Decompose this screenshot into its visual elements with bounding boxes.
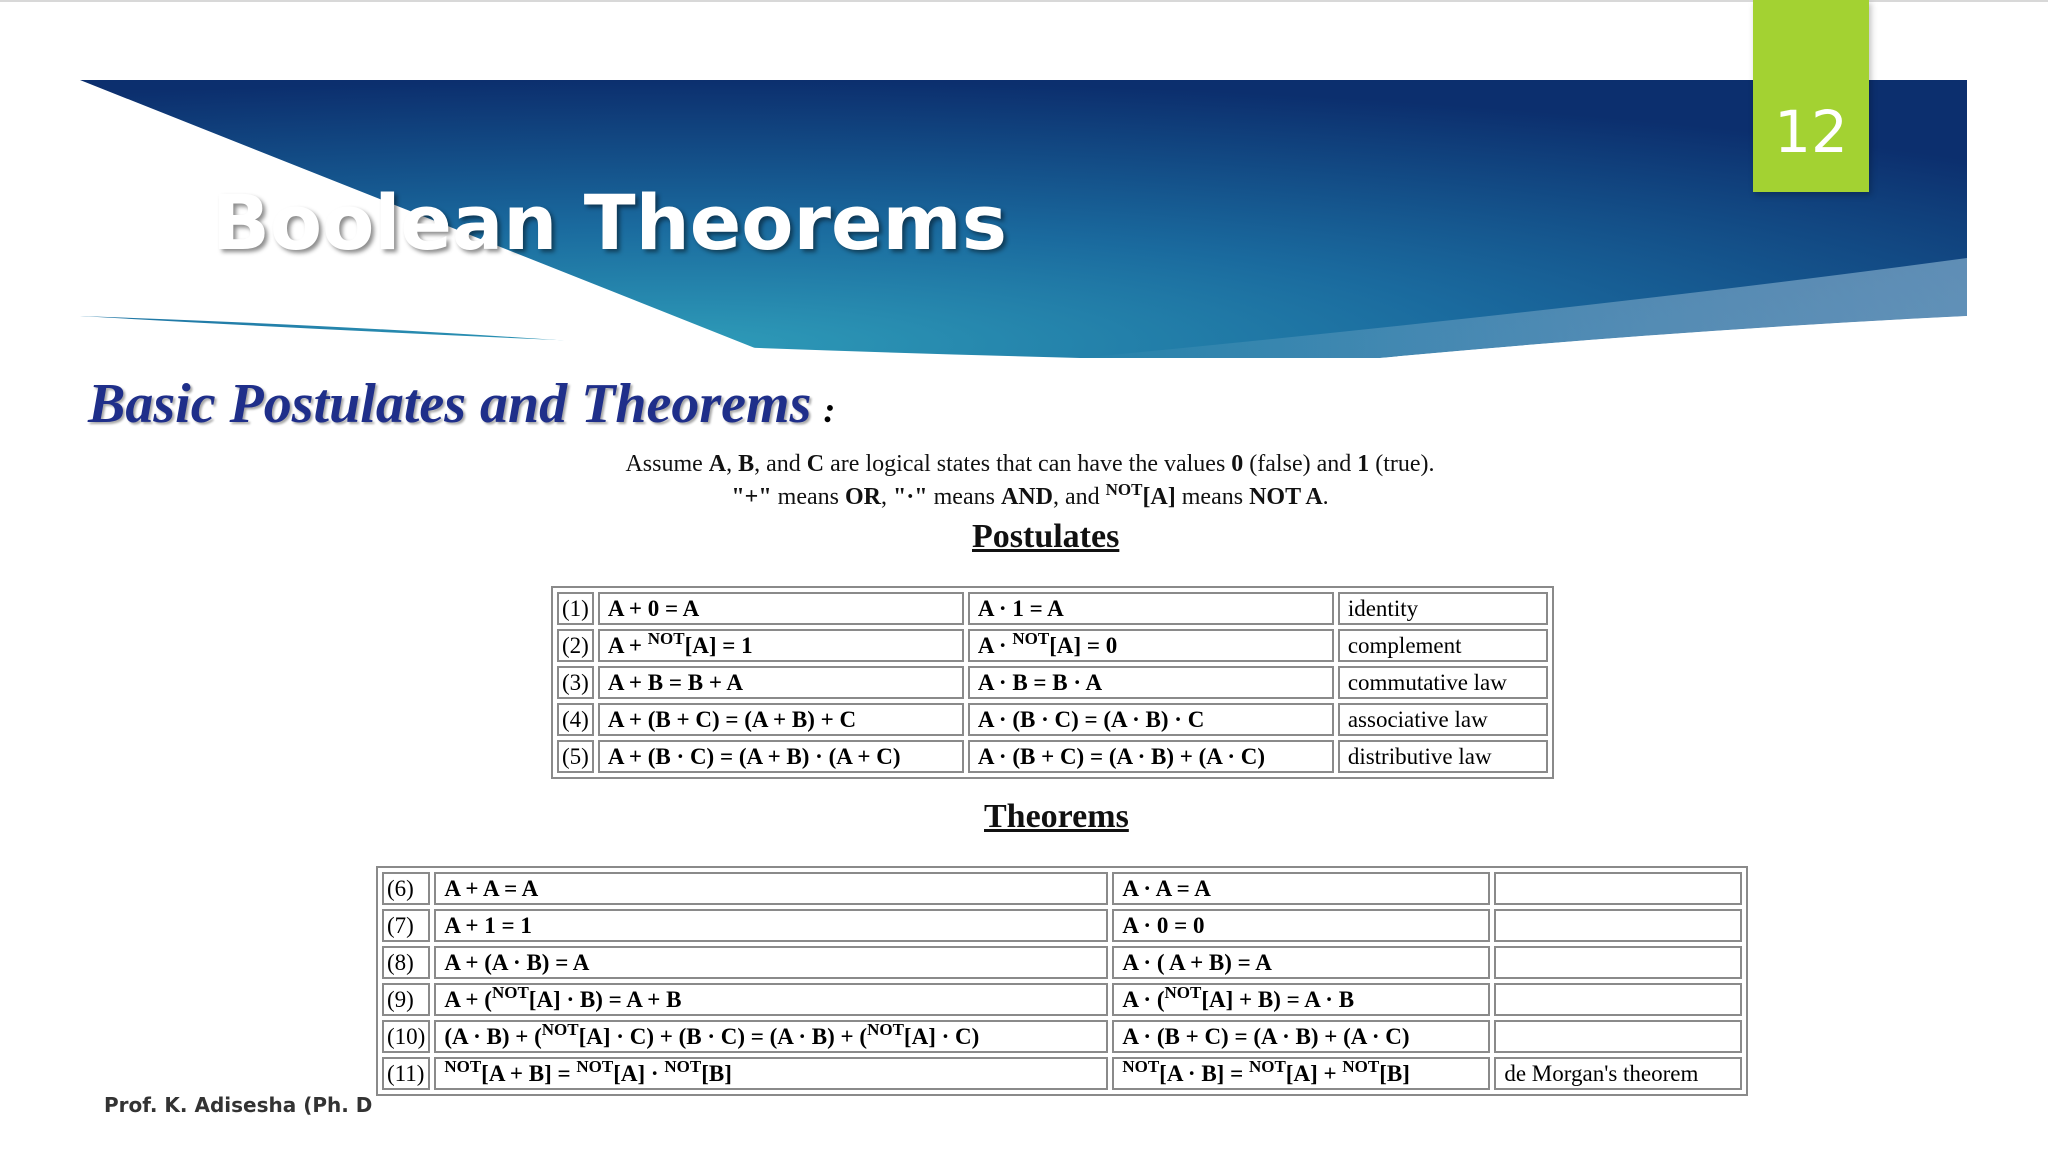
row-number-cell: (11) [382,1057,430,1090]
row-number-cell: (9) [382,983,430,1016]
theorems-heading: Theorems [984,798,1129,835]
postulates-heading: Postulates [972,518,1120,555]
postulates-body [557,592,1548,773]
row-number-cell: (5) [557,740,594,773]
row-number-cell: (1) [557,592,594,625]
or-form-cell: $^{NOT}$[A + B] = $^{NOT}$[A] · $^{NOT}$[B] [434,1057,1108,1090]
page-number-badge [1753,0,1869,192]
law-name-cell: de Morgan's theorem [1494,1057,1742,1090]
row-number-cell: (7) [382,909,430,942]
and-form-cell: A · B = B · A [968,666,1334,699]
section-subtitle [88,372,835,436]
table-row [382,1057,1742,1090]
row-number-cell: (3) [557,666,594,699]
law-name-cell [1494,909,1742,942]
and-form-cell: A · ($^{NOT}$[A] + B) = A · B [1112,983,1490,1016]
and-form-cell: A · 1 = A [968,592,1334,625]
and-form-cell: A · $^{NOT}$[A] = 0 [968,629,1334,662]
law-name-cell: complement [1338,629,1548,662]
law-name-cell [1494,946,1742,979]
law-name-cell: identity [1338,592,1548,625]
table-row [557,592,1548,625]
row-number-cell: (4) [557,703,594,736]
or-form-cell: A + B = B + A [598,666,964,699]
page-number: 12 [1774,98,1848,166]
top-divider-line [0,0,2048,2]
and-form-cell: A · ( A + B) = A [1112,946,1490,979]
or-form-cell: A + 0 = A [598,592,964,625]
row-number-cell: (2) [557,629,594,662]
law-name-cell: distributive law [1338,740,1548,773]
law-name-cell [1494,872,1742,905]
table-row [557,666,1548,699]
law-name-cell: commutative law [1338,666,1548,699]
theorems-body [382,872,1742,1090]
table-row [382,983,1742,1016]
subtitle-text: Basic Postulates and Theorems [88,373,812,435]
table-row [557,629,1548,662]
and-form-cell: A · A = A [1112,872,1490,905]
table-row [382,909,1742,942]
and-form-cell: $^{NOT}$[A · B] = $^{NOT}$[A] + $^{NOT}$[B] [1112,1057,1490,1090]
row-number-cell: (10) [382,1020,430,1053]
subtitle-colon: : [823,390,836,430]
theorems-table [376,866,1748,1096]
slide-title: Boolean Theorems [212,178,1007,267]
table-row [382,946,1742,979]
intro-line-1: Assume A, B, and C are logical states that can have the values 0 (false) and 1 (true). [625,451,1435,477]
row-number-cell: (8) [382,946,430,979]
and-form-cell: A · 0 = 0 [1112,909,1490,942]
or-form-cell: A + (B · C) = (A + B) · (A + C) [598,740,964,773]
or-form-cell: (A · B) + ($^{NOT}$[A] · C) + (B · C) = (A · B) + ($^{NOT}$[A] · C) [434,1020,1108,1053]
law-name-cell [1494,1020,1742,1053]
footer-author: Prof. K. Adisesha (Ph. D [104,1093,373,1117]
law-name-cell [1494,983,1742,1016]
or-form-cell: A + ($^{NOT}$[A] · B) = A + B [434,983,1108,1016]
or-form-cell: A + $^{NOT}$[A] = 1 [598,629,964,662]
table-row [382,872,1742,905]
or-form-cell: A + 1 = 1 [434,909,1108,942]
law-name-cell: associative law [1338,703,1548,736]
postulates-table [551,586,1554,779]
and-form-cell: A · (B + C) = (A · B) + (A · C) [1112,1020,1490,1053]
or-form-cell: A + (B + C) = (A + B) + C [598,703,964,736]
intro-text [520,448,1540,514]
table-row [382,1020,1742,1053]
row-number-cell: (6) [382,872,430,905]
or-form-cell: A + A = A [434,872,1108,905]
intro-line-2: "+" means OR, "·" means AND, and $^{NOT}$[A] means NOT A. [731,480,1329,510]
table-row [557,703,1548,736]
and-form-cell: A · (B + C) = (A · B) + (A · C) [968,740,1334,773]
or-form-cell: A + (A · B) = A [434,946,1108,979]
and-form-cell: A · (B · C) = (A · B) · C [968,703,1334,736]
table-row [557,740,1548,773]
